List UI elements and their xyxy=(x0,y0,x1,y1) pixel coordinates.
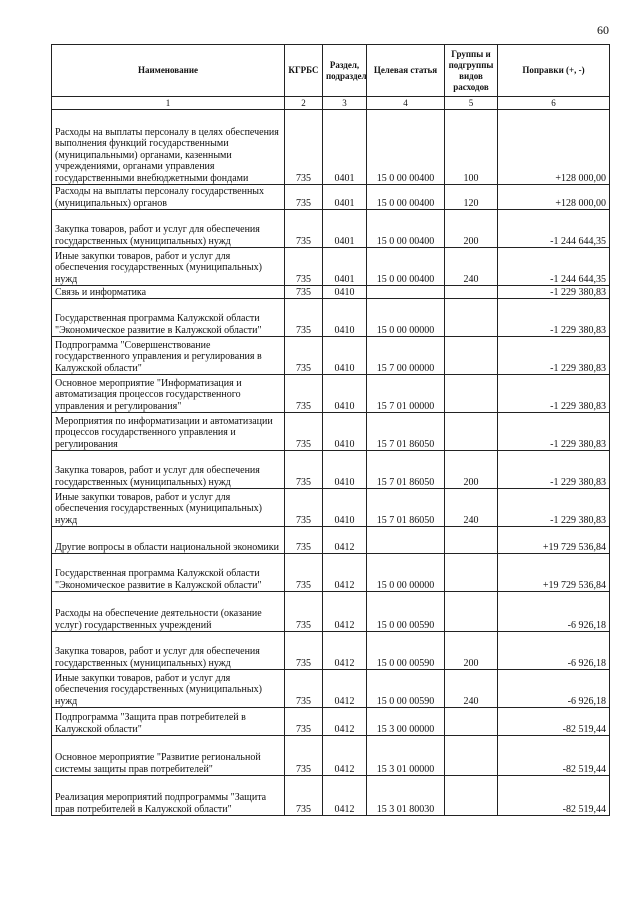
row-group xyxy=(445,299,498,337)
table-row xyxy=(52,375,610,413)
table-row xyxy=(52,337,610,375)
row-amount: -1 229 380,83 xyxy=(498,413,610,451)
row-name: Государственная программа Калужской области "Экономическое развитие в Калужской области" xyxy=(52,554,285,592)
row-kgrbs: 735 xyxy=(285,708,323,736)
header-group: Группы и подгруппы видов расходов xyxy=(445,45,498,97)
row-group xyxy=(445,592,498,632)
row-target: 15 3 01 80030 xyxy=(367,776,445,816)
column-number: 1 xyxy=(52,97,285,110)
row-kgrbs: 735 xyxy=(285,286,323,299)
row-section: 0412 xyxy=(323,708,367,736)
row-kgrbs: 735 xyxy=(285,489,323,527)
row-section: 0412 xyxy=(323,632,367,670)
row-kgrbs: 735 xyxy=(285,248,323,286)
header-target: Целевая статья xyxy=(367,45,445,97)
row-group xyxy=(445,375,498,413)
row-section: 0412 xyxy=(323,527,367,554)
table-row xyxy=(52,554,610,592)
row-group xyxy=(445,708,498,736)
row-name: Закупка товаров, работ и услуг для обеспечения государственных (муниципальных) нужд xyxy=(52,451,285,489)
row-target: 15 0 00 00000 xyxy=(367,299,445,337)
row-target: 15 0 00 00590 xyxy=(367,632,445,670)
row-section: 0401 xyxy=(323,248,367,286)
row-section: 0401 xyxy=(323,185,367,210)
header-kgrbs: КГРБС xyxy=(285,45,323,97)
row-group xyxy=(445,413,498,451)
table-row xyxy=(52,592,610,632)
row-kgrbs: 735 xyxy=(285,110,323,185)
row-section: 0410 xyxy=(323,299,367,337)
row-target: 15 0 00 00590 xyxy=(367,670,445,708)
row-section: 0410 xyxy=(323,413,367,451)
table-row xyxy=(52,736,610,776)
row-amount: -82 519,44 xyxy=(498,776,610,816)
header-amount: Поправки (+, -) xyxy=(498,45,610,97)
row-group: 200 xyxy=(445,632,498,670)
row-name: Подпрограмма "Защита прав потребителей в Калужской области" xyxy=(52,708,285,736)
row-target: 15 0 00 00400 xyxy=(367,110,445,185)
table-row xyxy=(52,632,610,670)
row-section: 0410 xyxy=(323,375,367,413)
table-row xyxy=(52,670,610,708)
row-target: 15 7 00 00000 xyxy=(367,337,445,375)
row-kgrbs: 735 xyxy=(285,337,323,375)
row-amount: -1 244 644,35 xyxy=(498,248,610,286)
row-amount: -6 926,18 xyxy=(498,632,610,670)
header-name: Наименование xyxy=(52,45,285,97)
row-amount: +128 000,00 xyxy=(498,185,610,210)
row-section: 0412 xyxy=(323,592,367,632)
table-row xyxy=(52,413,610,451)
table-row xyxy=(52,110,610,185)
row-group: 100 xyxy=(445,110,498,185)
row-group: 200 xyxy=(445,451,498,489)
row-kgrbs: 735 xyxy=(285,299,323,337)
row-kgrbs: 735 xyxy=(285,451,323,489)
table-row xyxy=(52,451,610,489)
row-name: Расходы на выплаты персоналу в целях обеспечения выполнения функций государственными (муниципальными) органами, казенными учреждениями, органами управления государственными внебюджетными фондами xyxy=(52,110,285,185)
row-section: 0401 xyxy=(323,110,367,185)
row-name: Основное мероприятие "Информатизация и автоматизация процессов государственного управления и регулирования" xyxy=(52,375,285,413)
column-number-row xyxy=(52,97,610,110)
row-amount: +19 729 536,84 xyxy=(498,527,610,554)
row-kgrbs: 735 xyxy=(285,776,323,816)
table-row xyxy=(52,299,610,337)
row-target: 15 7 01 86050 xyxy=(367,413,445,451)
row-section: 0410 xyxy=(323,451,367,489)
row-group: 120 xyxy=(445,185,498,210)
column-number: 2 xyxy=(285,97,323,110)
row-section: 0412 xyxy=(323,736,367,776)
column-number: 3 xyxy=(323,97,367,110)
row-name: Закупка товаров, работ и услуг для обеспечения государственных (муниципальных) нужд xyxy=(52,632,285,670)
row-amount: +19 729 536,84 xyxy=(498,554,610,592)
table-row xyxy=(52,489,610,527)
row-name: Иные закупки товаров, работ и услуг для обеспечения государственных (муниципальных) нужд xyxy=(52,248,285,286)
row-amount: -1 229 380,83 xyxy=(498,451,610,489)
table-row xyxy=(52,776,610,816)
row-target: 15 7 01 00000 xyxy=(367,375,445,413)
header-row xyxy=(52,45,610,97)
row-amount: +128 000,00 xyxy=(498,110,610,185)
table-row xyxy=(52,527,610,554)
row-target xyxy=(367,527,445,554)
row-kgrbs: 735 xyxy=(285,413,323,451)
row-amount: -82 519,44 xyxy=(498,708,610,736)
row-kgrbs: 735 xyxy=(285,375,323,413)
row-section: 0410 xyxy=(323,337,367,375)
row-group: 240 xyxy=(445,670,498,708)
row-target: 15 7 01 86050 xyxy=(367,451,445,489)
row-name: Подпрограмма "Совершенствование государственного управления и регулирования в Калужской области" xyxy=(52,337,285,375)
row-group xyxy=(445,736,498,776)
row-name: Другие вопросы в области национальной экономики xyxy=(52,527,285,554)
column-number: 6 xyxy=(498,97,610,110)
row-amount: -1 229 380,83 xyxy=(498,375,610,413)
row-kgrbs: 735 xyxy=(285,527,323,554)
table-row xyxy=(52,248,610,286)
row-amount: -1 229 380,83 xyxy=(498,286,610,299)
row-name: Государственная программа Калужской области "Экономическое развитие в Калужской области" xyxy=(52,299,285,337)
row-section: 0410 xyxy=(323,489,367,527)
row-section: 0412 xyxy=(323,670,367,708)
row-name: Расходы на выплаты персоналу государственных (муниципальных) органов xyxy=(52,185,285,210)
row-group xyxy=(445,776,498,816)
row-kgrbs: 735 xyxy=(285,185,323,210)
row-name: Мероприятия по информатизации и автоматизации процессов государственного управления и регулирования xyxy=(52,413,285,451)
row-amount: -82 519,44 xyxy=(498,736,610,776)
row-section: 0412 xyxy=(323,554,367,592)
row-target: 15 3 00 00000 xyxy=(367,708,445,736)
row-section: 0401 xyxy=(323,210,367,248)
row-target: 15 0 00 00400 xyxy=(367,248,445,286)
row-group: 240 xyxy=(445,489,498,527)
row-kgrbs: 735 xyxy=(285,210,323,248)
row-name: Связь и информатика xyxy=(52,286,285,299)
row-section: 0412 xyxy=(323,776,367,816)
row-group: 240 xyxy=(445,248,498,286)
row-group xyxy=(445,554,498,592)
row-group: 200 xyxy=(445,210,498,248)
row-amount: -1 244 644,35 xyxy=(498,210,610,248)
row-name: Реализация мероприятий подпрограммы "Защита прав потребителей в Калужской области" xyxy=(52,776,285,816)
table-row xyxy=(52,708,610,736)
row-target xyxy=(367,286,445,299)
row-amount: -6 926,18 xyxy=(498,670,610,708)
row-amount: -6 926,18 xyxy=(498,592,610,632)
row-name: Расходы на обеспечение деятельности (оказание услуг) государственных учреждений xyxy=(52,592,285,632)
budget-table xyxy=(51,44,610,816)
row-target: 15 0 00 00400 xyxy=(367,210,445,248)
row-name: Закупка товаров, работ и услуг для обеспечения государственных (муниципальных) нужд xyxy=(52,210,285,248)
row-amount: -1 229 380,83 xyxy=(498,489,610,527)
table-row xyxy=(52,185,610,210)
row-target: 15 0 00 00590 xyxy=(367,592,445,632)
row-kgrbs: 735 xyxy=(285,632,323,670)
row-group xyxy=(445,527,498,554)
table-row xyxy=(52,286,610,299)
row-target: 15 0 00 00000 xyxy=(367,554,445,592)
table-row xyxy=(52,210,610,248)
row-kgrbs: 735 xyxy=(285,592,323,632)
row-amount: -1 229 380,83 xyxy=(498,299,610,337)
page-number: 60 xyxy=(597,23,609,37)
row-group xyxy=(445,337,498,375)
column-number: 4 xyxy=(367,97,445,110)
row-group xyxy=(445,286,498,299)
row-amount: -1 229 380,83 xyxy=(498,337,610,375)
row-kgrbs: 735 xyxy=(285,736,323,776)
row-name: Иные закупки товаров, работ и услуг для обеспечения государственных (муниципальных) нужд xyxy=(52,670,285,708)
column-number: 5 xyxy=(445,97,498,110)
row-name: Иные закупки товаров, работ и услуг для обеспечения государственных (муниципальных) нужд xyxy=(52,489,285,527)
row-target: 15 7 01 86050 xyxy=(367,489,445,527)
header-section: Раздел, подраздел xyxy=(323,45,367,97)
row-target: 15 3 01 00000 xyxy=(367,736,445,776)
row-kgrbs: 735 xyxy=(285,670,323,708)
row-target: 15 0 00 00400 xyxy=(367,185,445,210)
row-name: Основное мероприятие "Развитие региональной системы защиты прав потребителей" xyxy=(52,736,285,776)
row-kgrbs: 735 xyxy=(285,554,323,592)
row-section: 0410 xyxy=(323,286,367,299)
